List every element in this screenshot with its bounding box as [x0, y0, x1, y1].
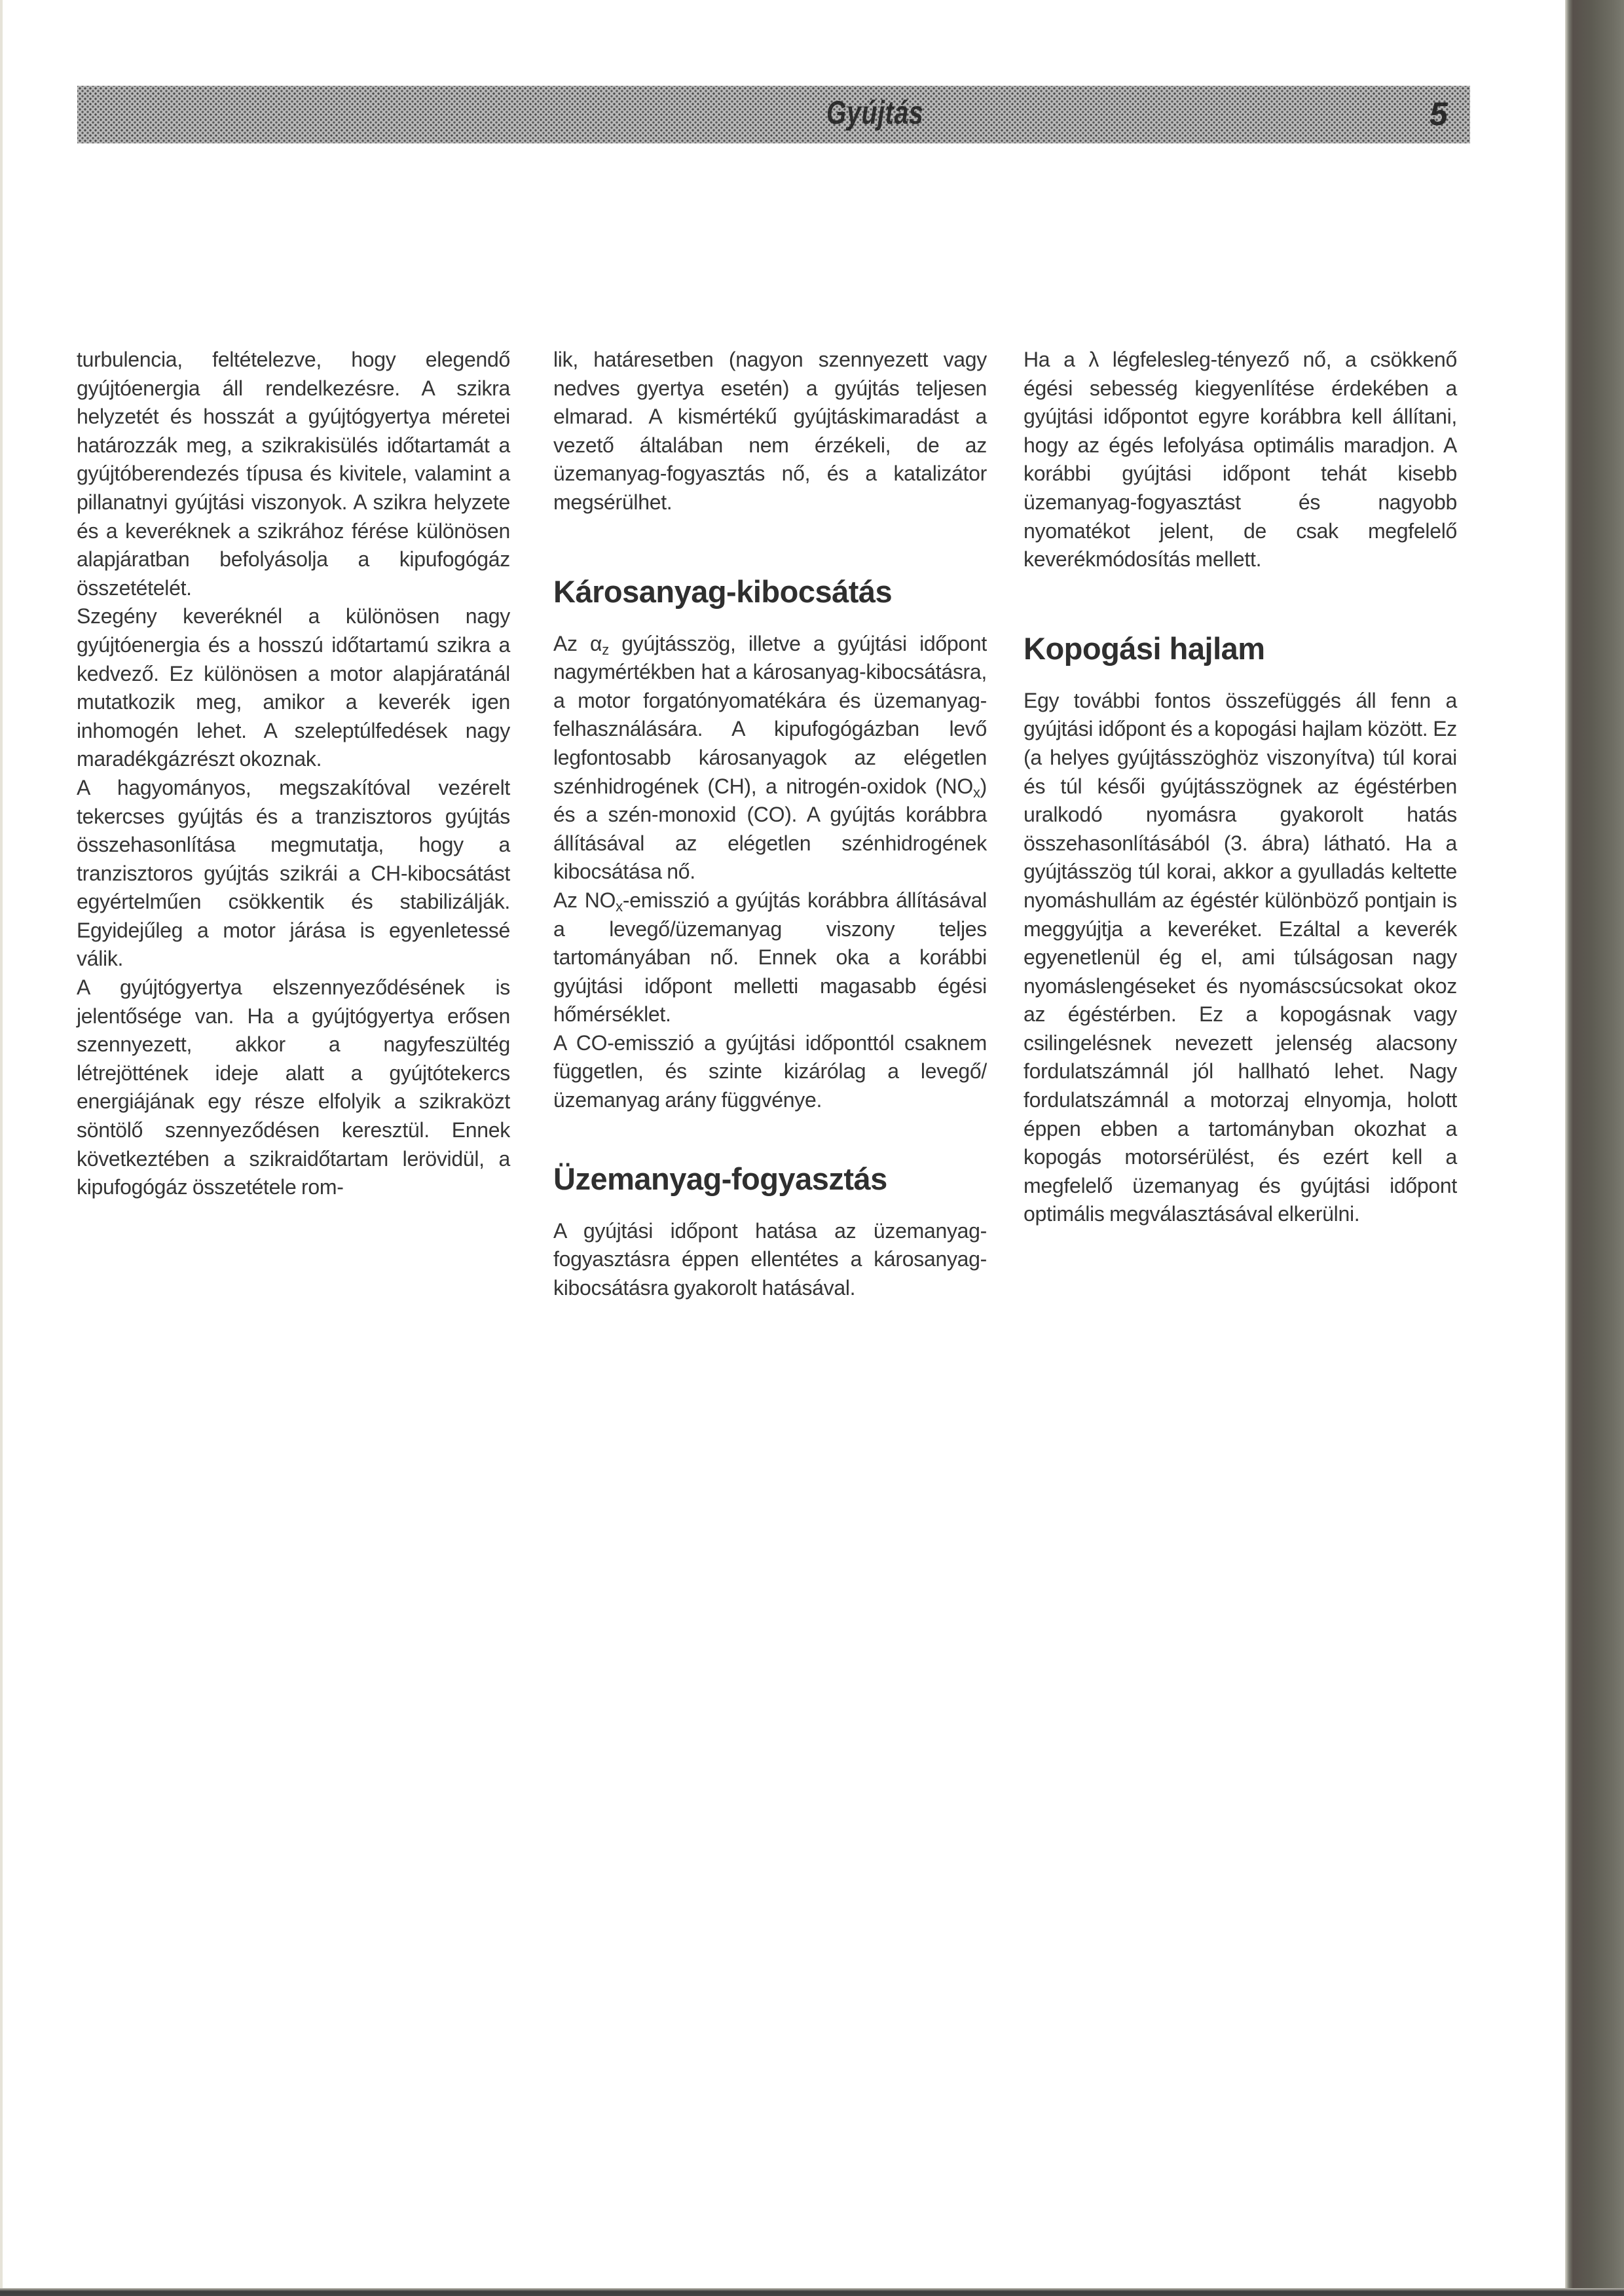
text-column-1	[77, 346, 510, 1202]
paragraph: Szegény keveréknél a különösen nagy gyújtóenergia és a hosszú időtartamú szikra a kedvező. Ez különösen a motor alapjáratánál mutatkozik meg, amikor a keverék igen inhomogén lehet. A szeleptúlfedések nagy maradékgázrészt okoznak.	[77, 604, 510, 771]
scan-edge-bottom	[0, 2288, 1624, 2296]
paragraph: A hagyományos, megszakítóval vezérelt tekercses gyújtás és a tranzisztoros gyújtás összehasonlítása megmutatja, hogy a tranzisztoros gyújtás szikrái a CH-kibocsátást egyértelműen csökkentik és stabilizálják. Egyidejűleg a motor járása is egyenletessé válik.	[77, 775, 510, 971]
paragraph: Az $NO_x$-emisszió a gyújtás korábbra állításával a levegő/üzemanyag viszony teljes tartományában nő. Ennek oka a korábbi gyújtási időpont melletti magasabb égési hőmérséklet.	[553, 888, 987, 1027]
paragraph: A gyújtási időpont hatása az üzemanyag-fogyasztásra éppen ellentétes a károsanyag-kibocsátásra gyakorolt hatásával.	[553, 1218, 987, 1300]
paragraph: turbulencia, feltételezve, hogy elegendő gyújtóenergia áll rendelkezésre. A szikra helyzetét és hosszát a gyújtógyertya méretei határozzák meg, a szikrakisülés időtartamát a gyújtóberendezés típusa és kivitele, valamint a pillanatnyi gyújtási viszonyok. A szikra helyzete és a keveréknek a szikrához férése különösen alapjáratban befolyásolja a kipufogógáz összetételét.	[77, 348, 510, 600]
scan-edge-left	[0, 0, 3, 2296]
text-column-2	[553, 346, 987, 1302]
paragraph: lik, határesetben (nagyon szennyezett vagy nedves gyertya esetén) a gyújtás teljesen elmarad. A kismértékű gyújtáskimaradást a vezető általában nem érzékeli, de az üzemanyag-fogyasztás nő, és a katalizátor megsérülhet.	[553, 348, 987, 514]
paragraph: A gyújtógyertya elszennyeződésének is jelentősége van. Ha a gyújtógyertya erősen szennyezett, akkor a nagyfeszültég létrejöttének ideje alatt a gyújtótekercs energiájának egy része elfolyik a szikraközt söntölő szennyeződésen keresztül. Ennek következtében a szikraidőtartam lerövidül, a kipufogógáz összetétele rom-	[77, 975, 510, 1199]
paragraph: A CO-emisszió a gyújtási időponttól csaknem független, és szinte kizárólag a levegő/üzemanyag arány függvénye.	[553, 1030, 987, 1112]
running-header-title: Gyújtás	[826, 94, 924, 131]
running-header-bar	[77, 86, 1470, 143]
paragraph: Egy további fontos összefüggés áll fenn a gyújtási időpont és a kopogási hajlam között. Ez (a helyes gyújtásszöghöz viszonyítva) túl korai és túl késői gyújtásszögnek az égéstérben uralkodó nyomásra gyakorolt hatás összehasonlításából (3. ábra) látható. Ha a gyújtásszög túl korai, akkor a gyulladás keltette nyomáshullám az égéstér különböző pontjain is meggyújtja a keveréket. Ezáltal a keverék egyenetlenül ég el, ami túlságosan nagy nyomáslengéseket és nyomáscsúcsokat okoz az égéstérben. Ez a kopogásnak vagy csilingelésnek nevezett jelenség alacsony fordulatszámnál jól hallható lehet. Nagy fordulatszámnál a motorzaj elnyomja, holott éppen ebben a tartományban okozhat a kopogás motorsérülést, és ezért kell a megfelelő üzemanyag és gyújtási időpont optimális megválasztásával elkerülni.	[1024, 688, 1457, 1226]
paragraph: Ha a λ légfelesleg-tényező nő, a csökkenő égési sebesség kiegyenlítése érdekében a gyújtási időpontot egyre korábbra kell állítani, hogy az égés lefolyása optimális maradjon. A korábbi gyújtási időpont tehát kisebb üzemanyag-fogyasztást és nagyobb nyomatékot jelent, de csak megfelelő keverékmódosítás mellett.	[1024, 348, 1457, 572]
section-heading-knock-tendency: Kopogási hajlam	[1024, 630, 1265, 666]
scan-edge-right	[1565, 0, 1624, 2296]
text-column-3	[1024, 346, 1457, 1229]
page-number: 5	[1430, 96, 1448, 132]
section-heading-fuel-consumption: Üzemanyag-fogyasztás	[553, 1161, 887, 1196]
paragraph: Az $\alpha_z$ gyújtásszög, illetve a gyújtási időpont nagymértékben hat a károsanyag-kibocsátásra, a motor forgatónyomatékára és üzemanyag-felhasználására. A kipufogógázban levő legfontosabb károsanyagok az elégetlen szénhidrogének (CH), a nitrogén-oxidok $(NO_x)$ és a szén-monoxid (CO). A gyújtás korábbra állításával az elégetlen szénhidrogének kibocsátása nő.	[553, 631, 987, 884]
section-heading-emissions: Károsanyag-kibocsátás	[553, 574, 893, 609]
